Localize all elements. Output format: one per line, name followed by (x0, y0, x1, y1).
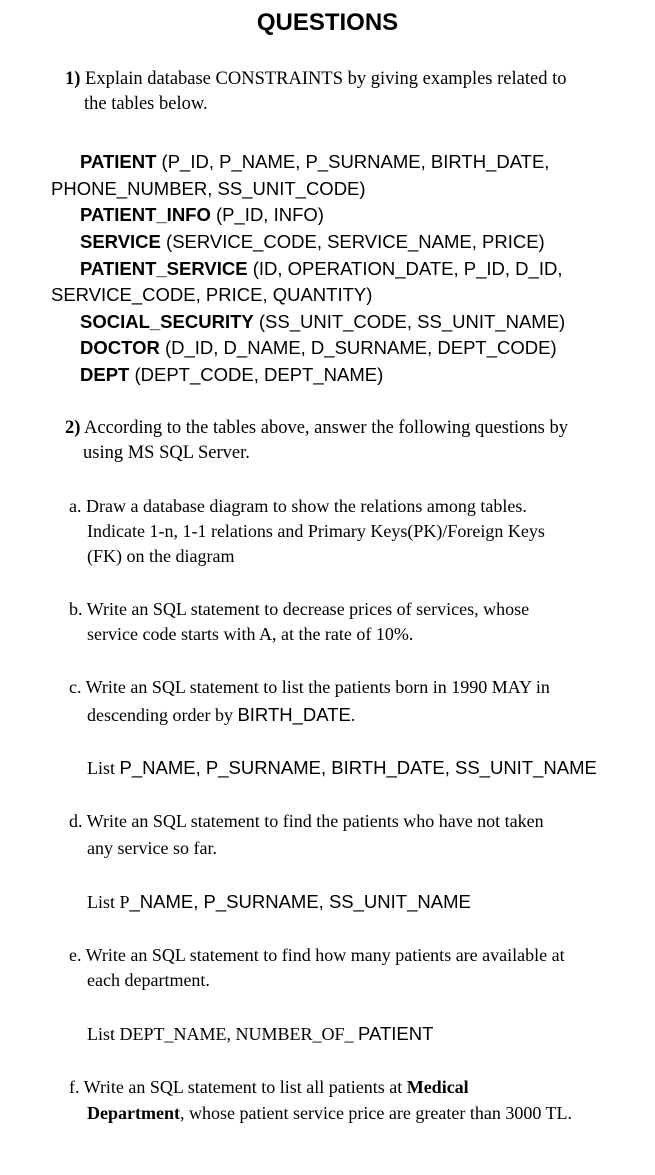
list-columns: PATIENT (358, 1023, 434, 1044)
table-columns: (DEPT_CODE, DEPT_NAME) (129, 364, 384, 385)
question-a-line-1: a. Draw a database diagram to show the relations among tables. (69, 496, 527, 516)
table-patient-service (80, 258, 562, 280)
table-patient-info (80, 204, 324, 226)
question-f-line-1 (69, 1077, 469, 1098)
table-social-security (80, 311, 565, 333)
question-c-period: . (350, 705, 356, 725)
question-f-bold-2: Department (87, 1103, 180, 1123)
table-name: SOCIAL_SECURITY (80, 311, 254, 332)
table-patient (80, 151, 549, 173)
question-c-text: descending order by (87, 705, 238, 725)
question-c-field: BIRTH_DATE (237, 704, 351, 725)
list-columns: _NAME, P_SURNAME, SS_UNIT_NAME (129, 891, 471, 912)
table-columns: (SERVICE_CODE, SERVICE_NAME, PRICE) (160, 231, 545, 252)
question-2-text-1: According to the tables above, answer the following questions by (80, 418, 568, 438)
question-d-line-1: d. Write an SQL statement to find the patients who have not taken (69, 811, 544, 831)
table-name: PATIENT_SERVICE (80, 258, 248, 279)
question-a-line-3: (FK) on the diagram (87, 546, 235, 566)
table-dept (80, 364, 383, 386)
question-1-line-1 (65, 69, 566, 90)
question-c-line-2 (87, 704, 355, 726)
table-name: PATIENT (80, 151, 157, 172)
table-patient-continued: PHONE_NUMBER, SS_UNIT_CODE) (51, 178, 366, 199)
question-1-number: 1) (65, 69, 81, 89)
list-columns: P_NAME, P_SURNAME, BIRTH_DATE, SS_UNIT_NAME (119, 757, 597, 778)
list-prefix: List (87, 758, 120, 778)
question-2-line-2: using MS SQL Server. (83, 443, 250, 463)
question-1-line-2: the tables below. (84, 94, 208, 114)
question-e-line-1: e. Write an SQL statement to find how many patients are available at (69, 945, 565, 965)
question-2-line-1 (65, 418, 568, 439)
table-doctor (80, 337, 557, 359)
question-b-line-1: b. Write an SQL statement to decrease prices of services, whose (69, 599, 530, 619)
table-service (80, 231, 545, 253)
table-columns: (P_ID, P_NAME, P_SURNAME, BIRTH_DATE, (156, 151, 550, 172)
question-b-line-2: service code starts with A, at the rate of 10%. (87, 624, 414, 644)
question-c-line-1: c. Write an SQL statement to list the patients born in 1990 MAY in (69, 677, 550, 697)
question-c-list (87, 757, 597, 779)
question-a-line-2: Indicate 1-n, 1-1 relations and Primary Keys(PK)/Foreign Keys (87, 521, 545, 541)
table-name: PATIENT_INFO (80, 204, 211, 225)
table-columns: (P_ID, INFO) (210, 204, 324, 225)
question-e-list (87, 1023, 433, 1045)
page-title: QUESTIONS (256, 9, 399, 36)
table-name: SERVICE (80, 231, 161, 252)
table-name: DEPT (80, 364, 130, 385)
question-f-text-2: , whose patient service price are greater than 3000 TL. (179, 1103, 572, 1123)
list-prefix: List P (87, 892, 130, 912)
question-f-text: f. Write an SQL statement to list all patients at (69, 1077, 407, 1097)
question-e-line-2: each department. (87, 970, 210, 990)
table-columns: (D_ID, D_NAME, D_SURNAME, DEPT_CODE) (159, 337, 557, 358)
table-name: DOCTOR (80, 337, 160, 358)
table-patient-service-continued: SERVICE_CODE, PRICE, QUANTITY) (51, 284, 373, 305)
table-columns: (SS_UNIT_CODE, SS_UNIT_NAME) (253, 311, 566, 332)
question-f-bold: Medical (406, 1077, 469, 1097)
question-f-line-2 (87, 1103, 572, 1124)
question-d-list (87, 891, 471, 913)
question-d-line-2: any service so far. (87, 838, 217, 858)
question-2-number: 2) (65, 418, 81, 438)
question-1-text-1: Explain database CONSTRAINTS by giving examples related to (80, 69, 567, 89)
table-columns: (ID, OPERATION_DATE, P_ID, D_ID, (247, 258, 563, 279)
list-prefix: List DEPT_NAME, NUMBER_OF_ (87, 1024, 359, 1044)
